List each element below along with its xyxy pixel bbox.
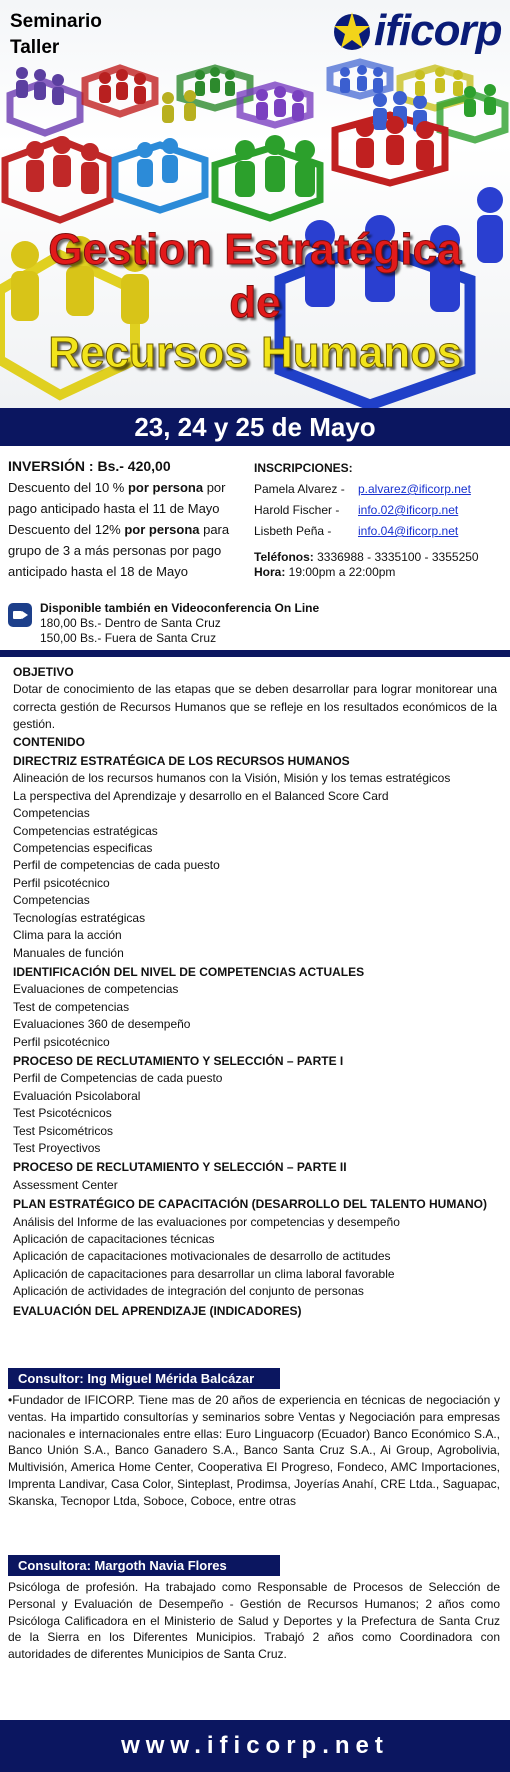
list-item: Test Psicométricos bbox=[13, 1123, 114, 1138]
contact-name: Lisbeth Peña - bbox=[254, 524, 332, 538]
hours-label: Hora: bbox=[254, 565, 286, 579]
list-item: Test Psicotécnicos bbox=[13, 1106, 112, 1121]
section-title: DIRECTRIZ ESTRATÉGICA DE LOS RECURSOS HUMANOS bbox=[13, 754, 350, 769]
contact-name: Harold Fischer - bbox=[254, 503, 340, 517]
contact-email-link[interactable]: info.02@ificorp.net bbox=[358, 503, 459, 517]
discount-12-bold: por persona bbox=[124, 522, 200, 537]
section-divider bbox=[0, 650, 510, 657]
title-line1: Gestion Estratégica bbox=[48, 225, 462, 274]
video-price-1: 180,00 Bs.- Dentro de Santa Cruz bbox=[40, 616, 221, 630]
contenido-title: CONTENIDO bbox=[13, 734, 85, 749]
section-title: PLAN ESTRATÉGICO DE CAPACITACIÓN (DESARROLLO DEL TALENTO HUMANO) bbox=[13, 1197, 487, 1212]
video-title: Disponible también en Videoconferencia On Line bbox=[40, 601, 320, 615]
list-item: Competencias bbox=[13, 893, 90, 908]
event-type-line2: Taller bbox=[10, 37, 60, 58]
event-type-line1: Seminario bbox=[10, 11, 102, 32]
discount-12-rest: para grupo de 3 a más personas por pago anticipado hasta el 18 de Mayo bbox=[8, 522, 230, 579]
title-line3: Recursos Humanos bbox=[48, 328, 462, 377]
list-item: Evaluación Psicolaboral bbox=[13, 1088, 141, 1103]
objetivo-title: OBJETIVO bbox=[13, 665, 74, 679]
list-item: Clima para la acción bbox=[13, 928, 122, 943]
consultant2-bio: Psicóloga de profesión. Ha trabajado como Responsable de Procesos de Selección de Personal y Evaluación de Desempeño - Gestión de Recursos Humanos; 2 años como Psicóloga Calificadora en el Ministerio de Salud y Deportes y la Prefectura de Santa Cruz de la Sierra en los Diferentes Municipios. Trabajó 2 años como Coordinadora con autoridades de diferentes Municipios de Santa Cruz. bbox=[8, 1580, 500, 1662]
contact-name: Pamela Alvarez - bbox=[254, 482, 345, 496]
section-title: PROCESO DE RECLUTAMIENTO Y SELECCIÓN – PARTE II bbox=[13, 1160, 347, 1175]
section-title: PROCESO DE RECLUTAMIENTO Y SELECCIÓN – PARTE I bbox=[13, 1053, 344, 1068]
phones-line bbox=[254, 550, 510, 565]
logo-text: ificorp bbox=[374, 6, 502, 55]
list-item: Aplicación de capacitaciones para desarrollar un clima laboral favorable bbox=[13, 1266, 395, 1281]
investment-block bbox=[8, 456, 243, 582]
list-item: Perfil psicotécnico bbox=[13, 875, 110, 890]
section-title: EVALUACIÓN DEL APRENDIZAJE (INDICADORES) bbox=[13, 1303, 302, 1318]
hero-banner bbox=[0, 0, 510, 408]
event-type bbox=[10, 9, 102, 61]
phones-label: Teléfonos: bbox=[254, 550, 314, 564]
investment-title: INVERSIÓN : Bs.- 420,00 bbox=[8, 458, 171, 474]
list-item: Perfil de Competencias de cada puesto bbox=[13, 1071, 223, 1086]
title-line2: de bbox=[229, 278, 281, 327]
discount-10-bold: por persona bbox=[127, 480, 204, 495]
list-item: Perfil de competencias de cada puesto bbox=[13, 858, 220, 873]
video-price-2: 150,00 Bs.- Fuera de Santa Cruz bbox=[40, 631, 217, 645]
consultant1-bio: •Fundador de IFICORP. Tiene mas de 20 años de experiencia en técnicas de negociación y ventas. Ha impartido consultorías y seminarios sobre Ventas y Negociación para empresas nacionales e internacionales entre ellas: Euro Linguacorp (Ecuador) Banco Económico S.A., Banco Unión S.A., Banco Ganadero S.A., Banco Santa Cruz S.A., Ai Group, Agrobolivia, Multivisión, America Home Center, Cooperativa El Progreso, Fondeco, AMC Importaciones, Imprenta Landivar, Casa Color, Sinteplast, Prodimsa, Joyerías Anahí, CRE Ltda., Saguapac, Skanska, Tecnopor Ltda, Soboce, Coboce, entre otras bbox=[8, 1393, 500, 1508]
registration-title: INSCRIPCIONES: bbox=[254, 461, 353, 475]
logo-star-icon bbox=[330, 10, 374, 54]
course-content bbox=[13, 664, 497, 1320]
list-item: Manuales de función bbox=[13, 945, 124, 960]
consultant1-title: Consultor: Ing Miguel Mérida Balcázar bbox=[8, 1368, 280, 1389]
list-item: Test Proyectivos bbox=[13, 1140, 101, 1155]
content-sections bbox=[13, 753, 497, 1320]
list-item: La perspectiva del Aprendizaje y desarrollo en el Balanced Score Card bbox=[13, 788, 389, 803]
list-item: Aplicación de capacitaciones motivacionales de desarrollo de actitudes bbox=[13, 1249, 391, 1264]
website-footer[interactable]: www.ificorp.net bbox=[0, 1720, 510, 1772]
list-item: Análisis del Informe de las evaluaciones por competencias y desempeño bbox=[13, 1214, 400, 1229]
list-item: Competencias especificas bbox=[13, 841, 153, 856]
list-item: Assessment Center bbox=[13, 1177, 118, 1192]
list-item: Competencias bbox=[13, 806, 90, 821]
contact-row bbox=[254, 500, 510, 521]
discount-12-text: Descuento del 12% bbox=[8, 522, 125, 537]
discount-10-text: Descuento del 10 % bbox=[8, 480, 128, 495]
list-item: Aplicación de actividades de integración del conjunto de personas bbox=[13, 1284, 364, 1299]
section-title: IDENTIFICACIÓN DEL NIVEL DE COMPETENCIAS ACTUALES bbox=[13, 964, 365, 979]
list-item: Aplicación de capacitaciones técnicas bbox=[13, 1232, 215, 1246]
list-item: Tecnologías estratégicas bbox=[13, 910, 146, 925]
list-item: Perfil psicotécnico bbox=[13, 1034, 110, 1049]
list-item: Evaluaciones 360 de desempeño bbox=[13, 1017, 191, 1032]
ificorp-logo bbox=[330, 8, 505, 58]
list-item: Alineación de los recursos humanos con la Visión, Misión y los temas estratégicos bbox=[13, 771, 451, 786]
contact-row bbox=[254, 521, 510, 542]
registration-block bbox=[254, 458, 510, 580]
list-item: Evaluaciones de competencias bbox=[13, 982, 179, 997]
phones-value: 3336988 - 3335100 - 3355250 bbox=[313, 550, 479, 564]
dates-bar: 23, 24 y 25 de Mayo bbox=[0, 408, 510, 446]
hours-value: 19:00pm a 22:00pm bbox=[285, 565, 396, 579]
videoconference-block bbox=[8, 601, 408, 646]
discount-10 bbox=[8, 477, 243, 519]
contact-email-link[interactable]: p.alvarez@ificorp.net bbox=[358, 482, 471, 496]
list-item: Test de competencias bbox=[13, 999, 130, 1014]
consultant2-title: Consultora: Margoth Navia Flores bbox=[8, 1555, 280, 1576]
contact-row bbox=[254, 479, 510, 500]
discount-10-rest: por pago anticipado hasta el 11 de Mayo bbox=[8, 480, 226, 516]
objetivo-text: Dotar de conocimiento de las etapas que se deben desarrollar para lograr monitorear una correcta gestión de Recursos Humanos que se refleje en los resultados económicos de la gestión. bbox=[13, 682, 497, 732]
contact-email-link[interactable]: info.04@ificorp.net bbox=[358, 524, 459, 538]
video-camera-icon bbox=[8, 603, 32, 627]
phones-hours bbox=[254, 550, 510, 580]
list-item: Competencias estratégicas bbox=[13, 823, 158, 838]
hours-line bbox=[254, 565, 510, 580]
discount-12 bbox=[8, 519, 243, 582]
